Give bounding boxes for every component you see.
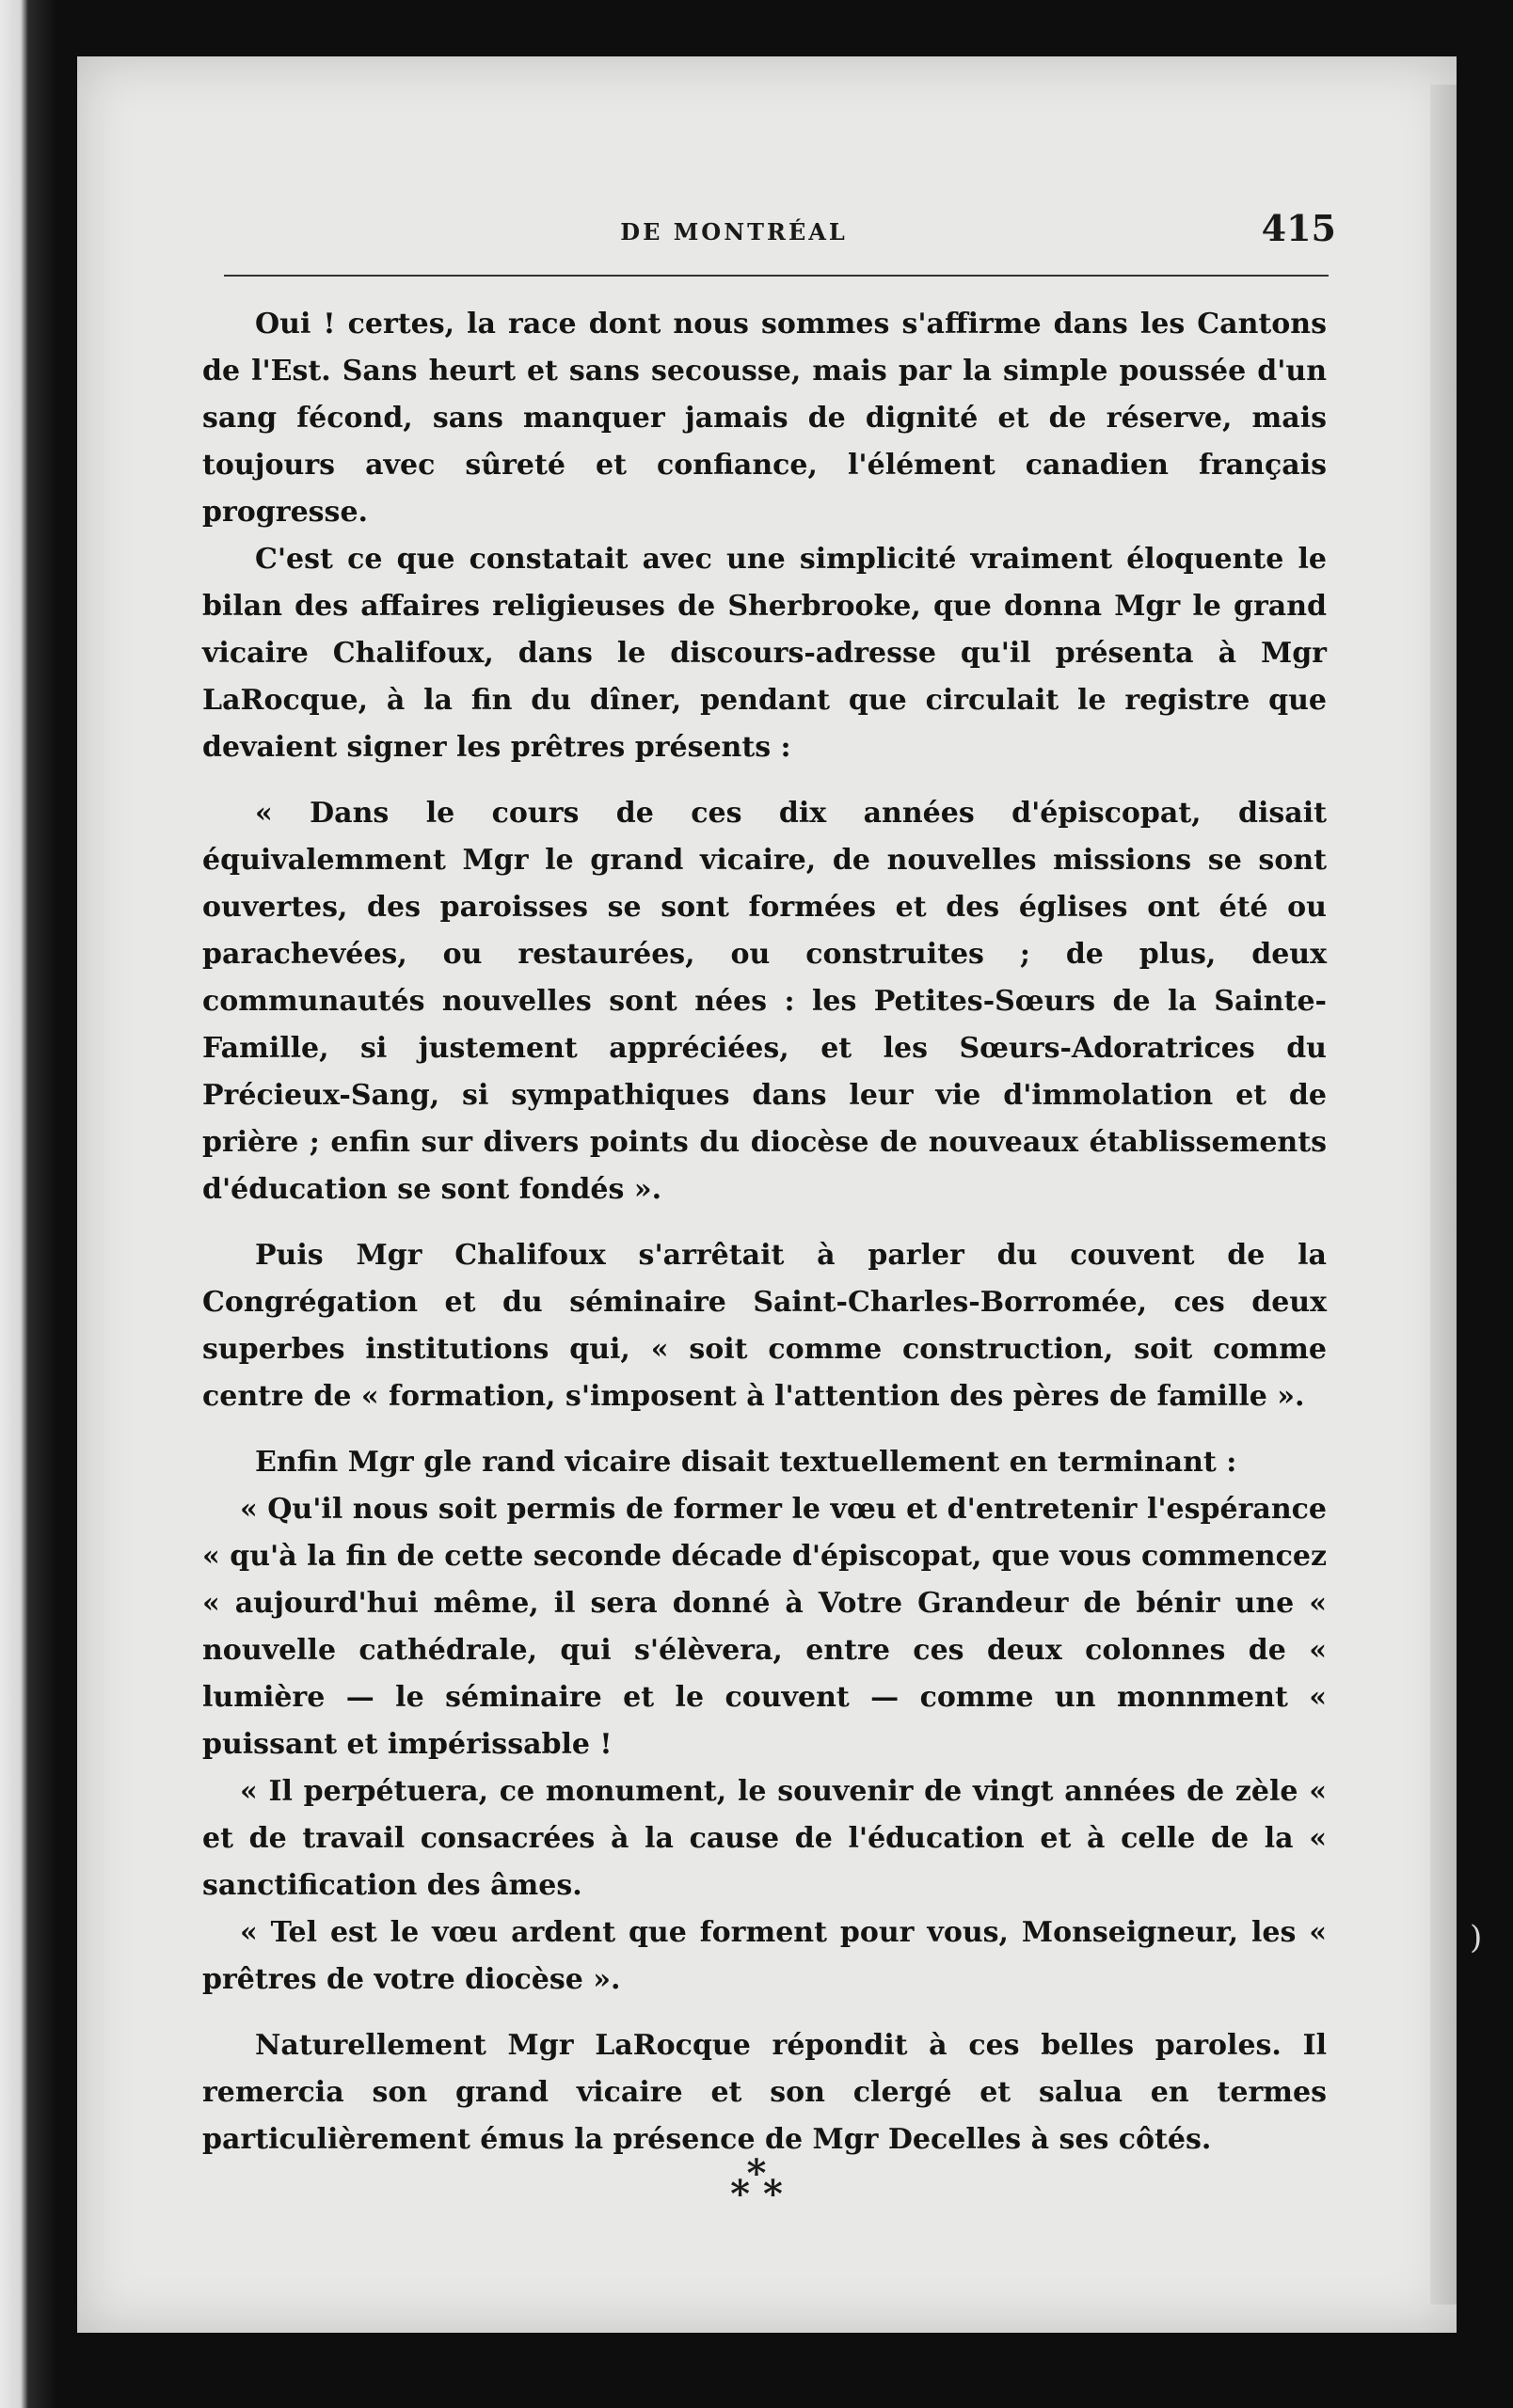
page-edge [1430, 85, 1457, 2305]
quoted-paragraph: « Qu'il nous soit permis de former le vœu et d'entretenir l'espérance « qu'à la fin de cette seconde décade d'épiscopat, que vous commencez « aujourd'hui même, il sera donné à Votre Grandeur de bénir une « nouvelle cathédrale, qui s'élèvera, entre ces deux colonnes de « lumière — le séminaire et le couvent — comme un monnment « puissant et impérissable ! [202, 1493, 1327, 1761]
page-header [132, 162, 1336, 249]
scan-edge-mark: ) [1470, 1919, 1483, 1956]
asterism-text: * * * [730, 2151, 783, 2216]
paragraph: Puis Mgr Chalifoux s'arrêtait à parler du couvent de la Congrégation et du séminaire Saint-Charles-Borromée, ces deux superbes institutions qui, « soit comme construction, soit comme centre de « formation, s'imposent à l'attention des pères de famille ». [202, 1239, 1327, 1413]
section-break-asterism [0, 2151, 1513, 2216]
paragraph: Enfin Mgr gle rand vicaire disait textuellement en terminant : [255, 1446, 1237, 1479]
scan-left-margin [0, 0, 56, 2408]
running-head: DE MONTRÉAL [620, 218, 848, 246]
paragraph: Oui ! certes, la race dont nous sommes s'affirme dans les Cantons de l'Est. Sans heurt et sans secousse, mais par la simple poussée d'un sang fécond, sans manquer jamais de dignité et de réserve, mais toujours avec sûreté et confiance, l'élément canadien français progresse. [202, 308, 1327, 529]
quoted-paragraph: « Dans le cours de ces dix années d'épiscopat, disait équivalemment Mgr le grand vicaire, de nouvelles missions se sont ouvertes, des paroisses se sont formées et des églises ont été ou parachevées, ou restaurées, ou construites ; de plus, deux communautés nouvelles sont nées : les Petites-Sœurs de la Sainte-Famille, si justement appréciées, et les Sœurs-Adoratrices du Précieux-Sang, si sympathiques dans leur vie d'immolation et de prière ; enfin sur divers points du diocèse de nouveaux établissements d'éducation se sont fondés ». [202, 797, 1327, 1206]
header-rule [224, 275, 1329, 277]
body-text [202, 301, 1327, 2163]
paragraph: C'est ce que constatait avec une simplicité vraiment éloquente le bilan des affaires religieuses de Sherbrooke, que donna Mgr le grand vicaire Chalifoux, dans le discours-adresse qu'il présenta à Mgr LaRocque, à la fin du dîner, pendant que circulait le registre que devaient signer les prêtres présents : [202, 543, 1327, 764]
page-number: 415 [1261, 207, 1336, 249]
quoted-paragraph: « Tel est le vœu ardent que forment pour vous, Monseigneur, les « prêtres de votre diocèse ». [202, 1916, 1327, 1996]
quoted-paragraph: « Il perpétuera, ce monument, le souvenir de vingt années de zèle « et de travail consacrées à la cause de l'éducation et à celle de la « sanctification des âmes. [202, 1775, 1327, 1902]
paragraph: Naturellement Mgr LaRocque répondit à ces belles paroles. Il remercia son grand vicaire et son clergé et salua en termes particulièrement émus la présence de Mgr Decelles à ses côtés. [202, 2029, 1327, 2156]
